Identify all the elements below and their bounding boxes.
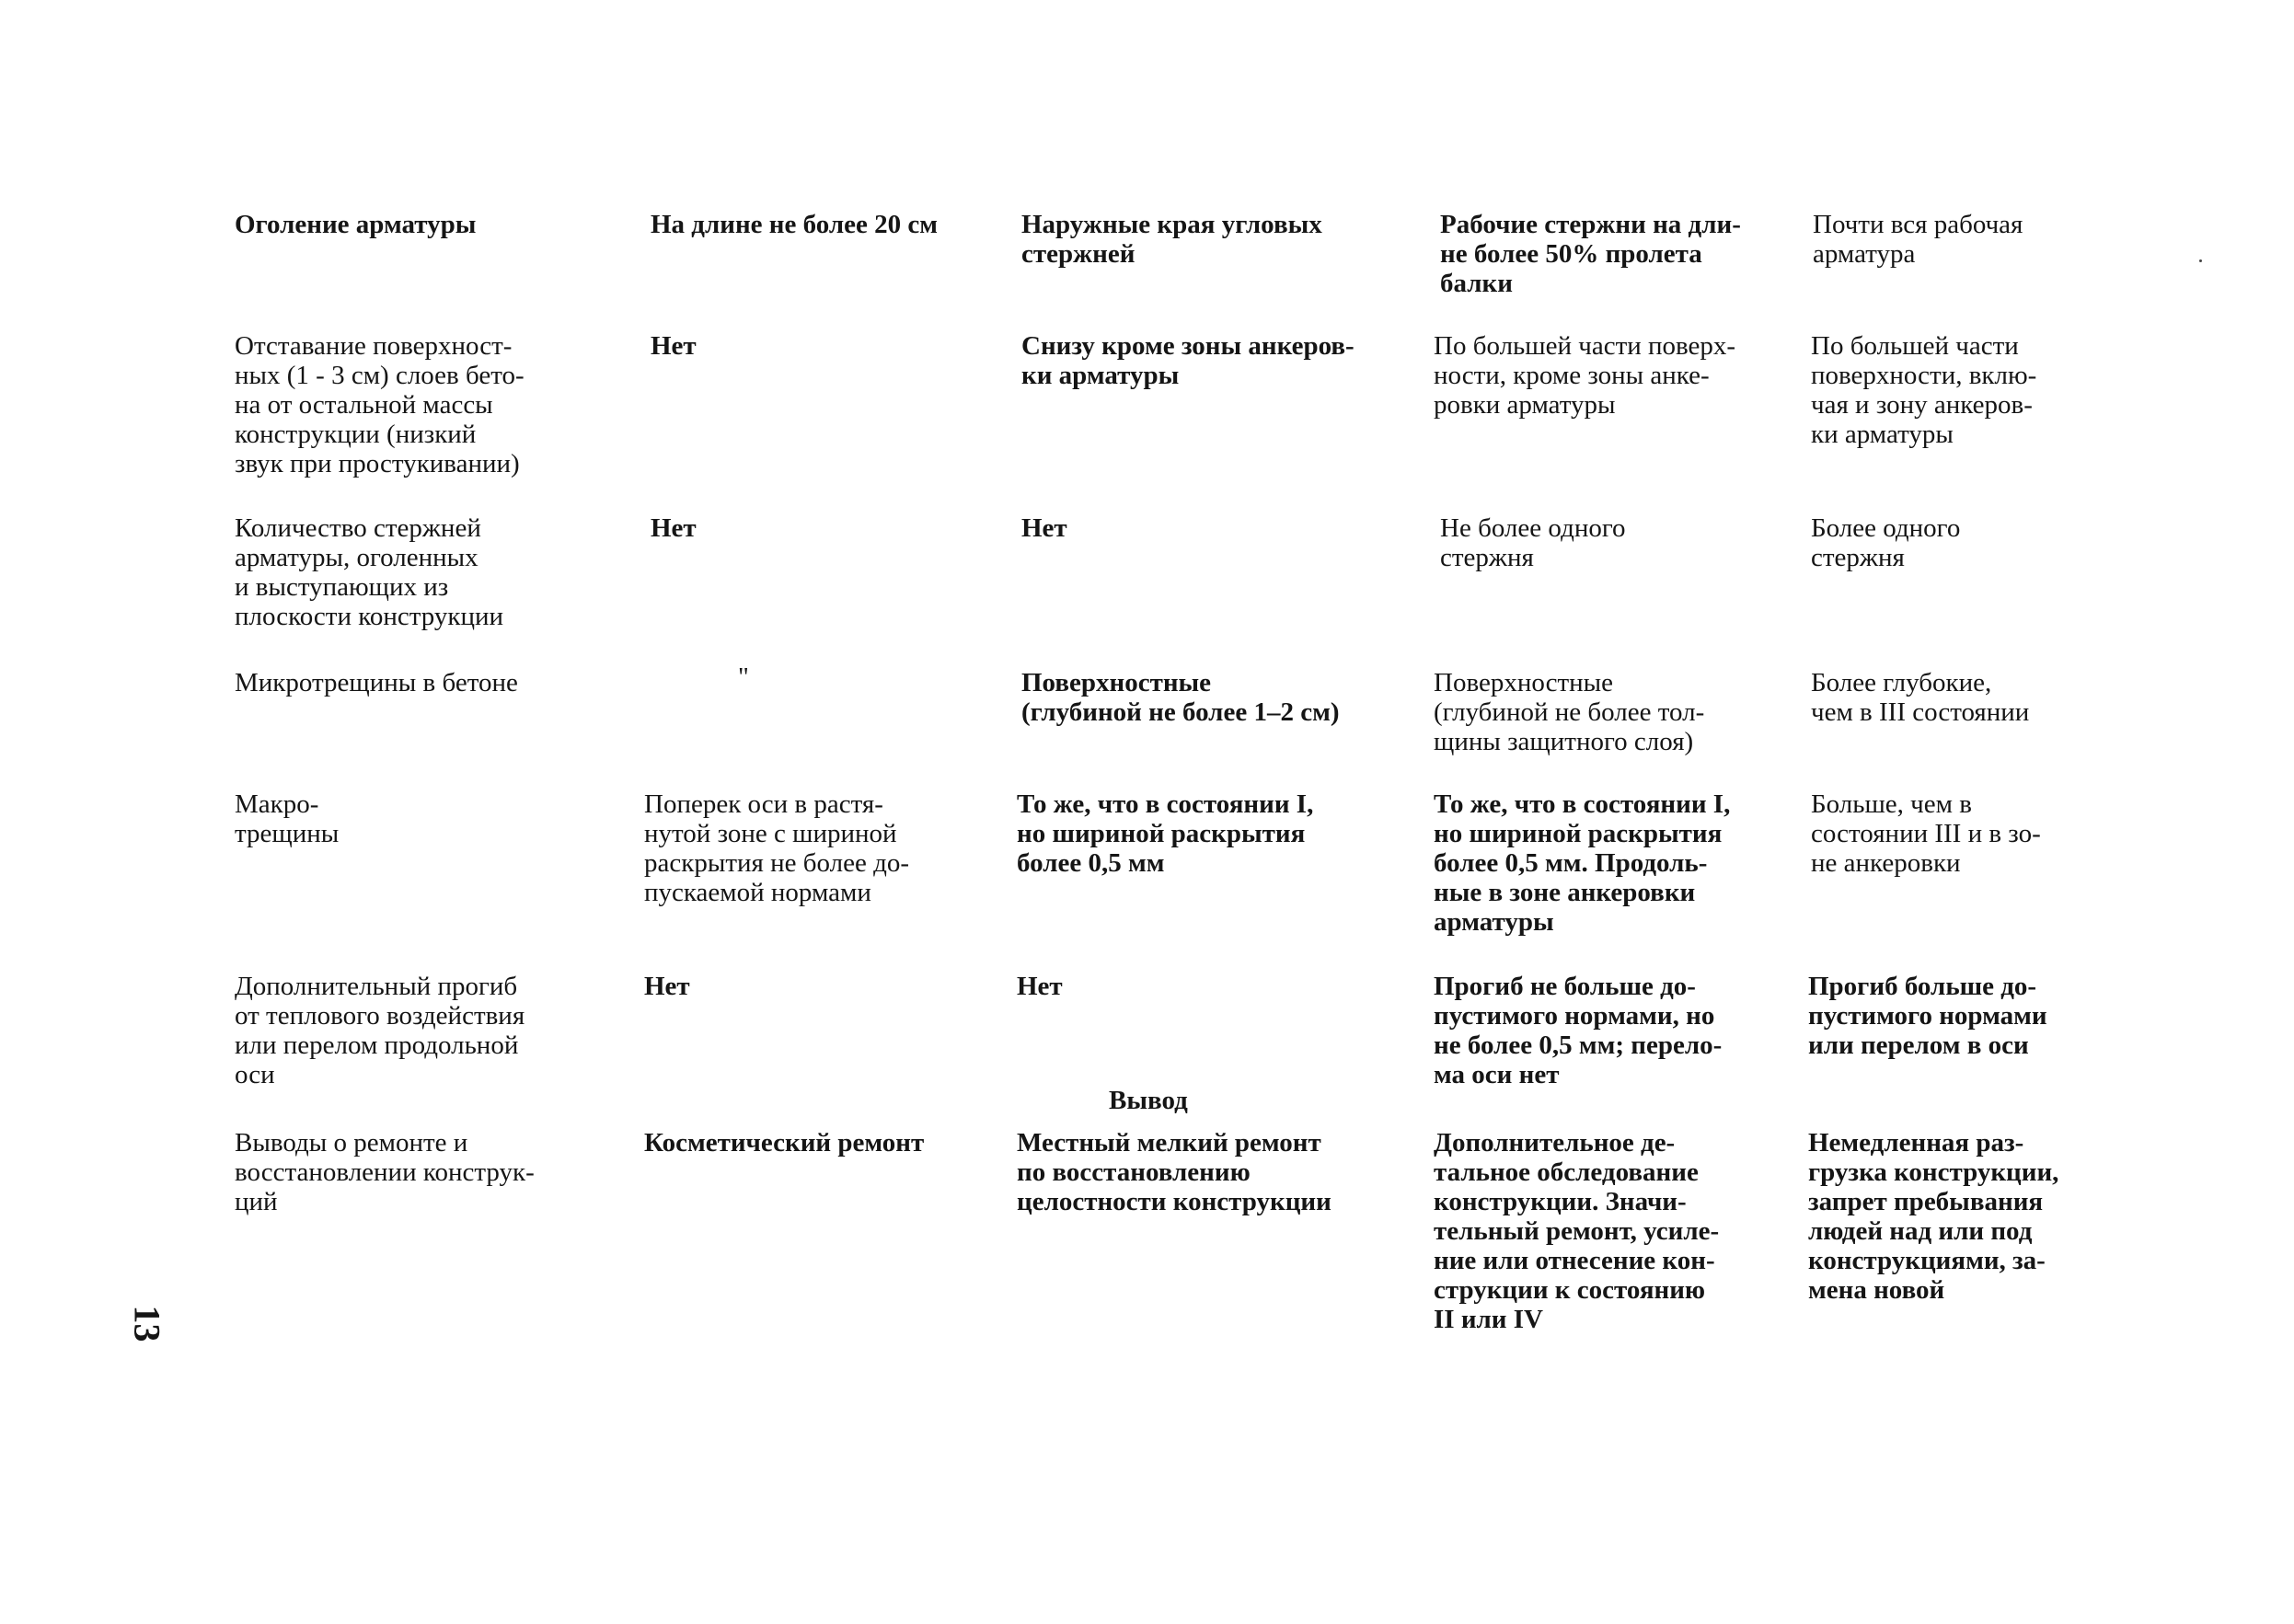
row-5-label: Макро- трещины [235,789,340,848]
row-3-state-1: Нет [651,513,697,543]
row-5-state-2: То же, что в состоянии I, но шириной раскрытия более 0,5 мм [1017,789,1314,878]
row-6-label: Дополнительный прогиб от теплового воздействия или перелом продольной оси [235,972,525,1089]
scan-speck [2199,259,2202,262]
row-4-state-4: Более глубокие, чем в III состоянии [1811,668,2030,727]
row-1-label: Оголение арматуры [235,210,477,239]
row-1-state-3: Рабочие стержни на дли- не более 50% пролета балки [1440,210,1741,298]
row-4-label: Микротрещины в бетоне [235,668,518,697]
row-2-state-1: Нет [651,331,697,361]
row-1-state-2: Наружные края угловых стержней [1021,210,1322,269]
row-1-state-1: На длине не более 20 см [651,210,938,239]
page-number: 13 [126,1305,168,1342]
row-2-state-3: По большей части поверх- ности, кроме зоны анке- ровки арматуры [1434,331,1736,420]
row-1-state-4: Почти вся рабочая арматура [1813,210,2023,269]
row-4-state-2: Поверхностные (глубиной не более 1–2 см) [1021,668,1340,727]
row-7-label: Выводы о ремонте и восстановлении конструк- ций [235,1128,535,1216]
row-5-state-4: Больше, чем в состоянии III и в зо- не анкеровки [1811,789,2041,878]
row-7-state-3: Дополнительное де- тальное обследование конструкции. Значи- тельный ремонт, усиле- ние или отнесение кон- струкции к состоянию II или IV [1434,1128,1720,1334]
row-3-state-2: Нет [1021,513,1067,543]
row-4-state-1: " [738,662,749,692]
row-6-state-4: Прогиб больше до- пустимого нормами или перелом в оси [1808,972,2047,1060]
row-3-label: Количество стержней арматуры, оголенных и выступающих из плоскости конструкции [235,513,504,631]
row-2-state-4: По большей части поверхности, вклю- чая и зону анкеров- ки арматуры [1811,331,2037,449]
row-2-state-2: Снизу кроме зоны анкеров- ки арматуры [1021,331,1354,390]
row-3-state-4: Более одного стержня [1811,513,1961,572]
row-6-state-3: Прогиб не больше до- пустимого нормами, но не более 0,5 мм; перело- ма оси нет [1434,972,1723,1089]
row-6-state-1: Нет [644,972,690,1001]
row-4-state-3: Поверхностные (глубиной не более тол- щины защитного слоя) [1434,668,1705,756]
row-7-state-4: Немедленная раз- грузка конструкции, запрет пребывания людей над или под конструкциями, за- мена новой [1808,1128,2059,1305]
conclusion-heading: Вывод [1109,1086,1188,1115]
row-3-state-3: Не более одного стержня [1440,513,1626,572]
row-7-state-1: Косметический ремонт [644,1128,925,1158]
row-5-state-3: То же, что в состоянии I, но шириной раскрытия более 0,5 мм. Продоль- ные в зоне анкеровки арматуры [1434,789,1731,937]
row-5-state-1: Поперек оси в растя- нутой зоне с шириной раскрытия не более до- пускаемой нормами [644,789,909,907]
row-7-state-2: Местный мелкий ремонт по восстановлению целостности конструкции [1017,1128,1331,1216]
row-6-state-2: Нет [1017,972,1063,1001]
row-2-label: Отставание поверхност- ных (1 - 3 см) слоев бето- на от остальной массы конструкции (низкий звук при простукивании) [235,331,525,478]
